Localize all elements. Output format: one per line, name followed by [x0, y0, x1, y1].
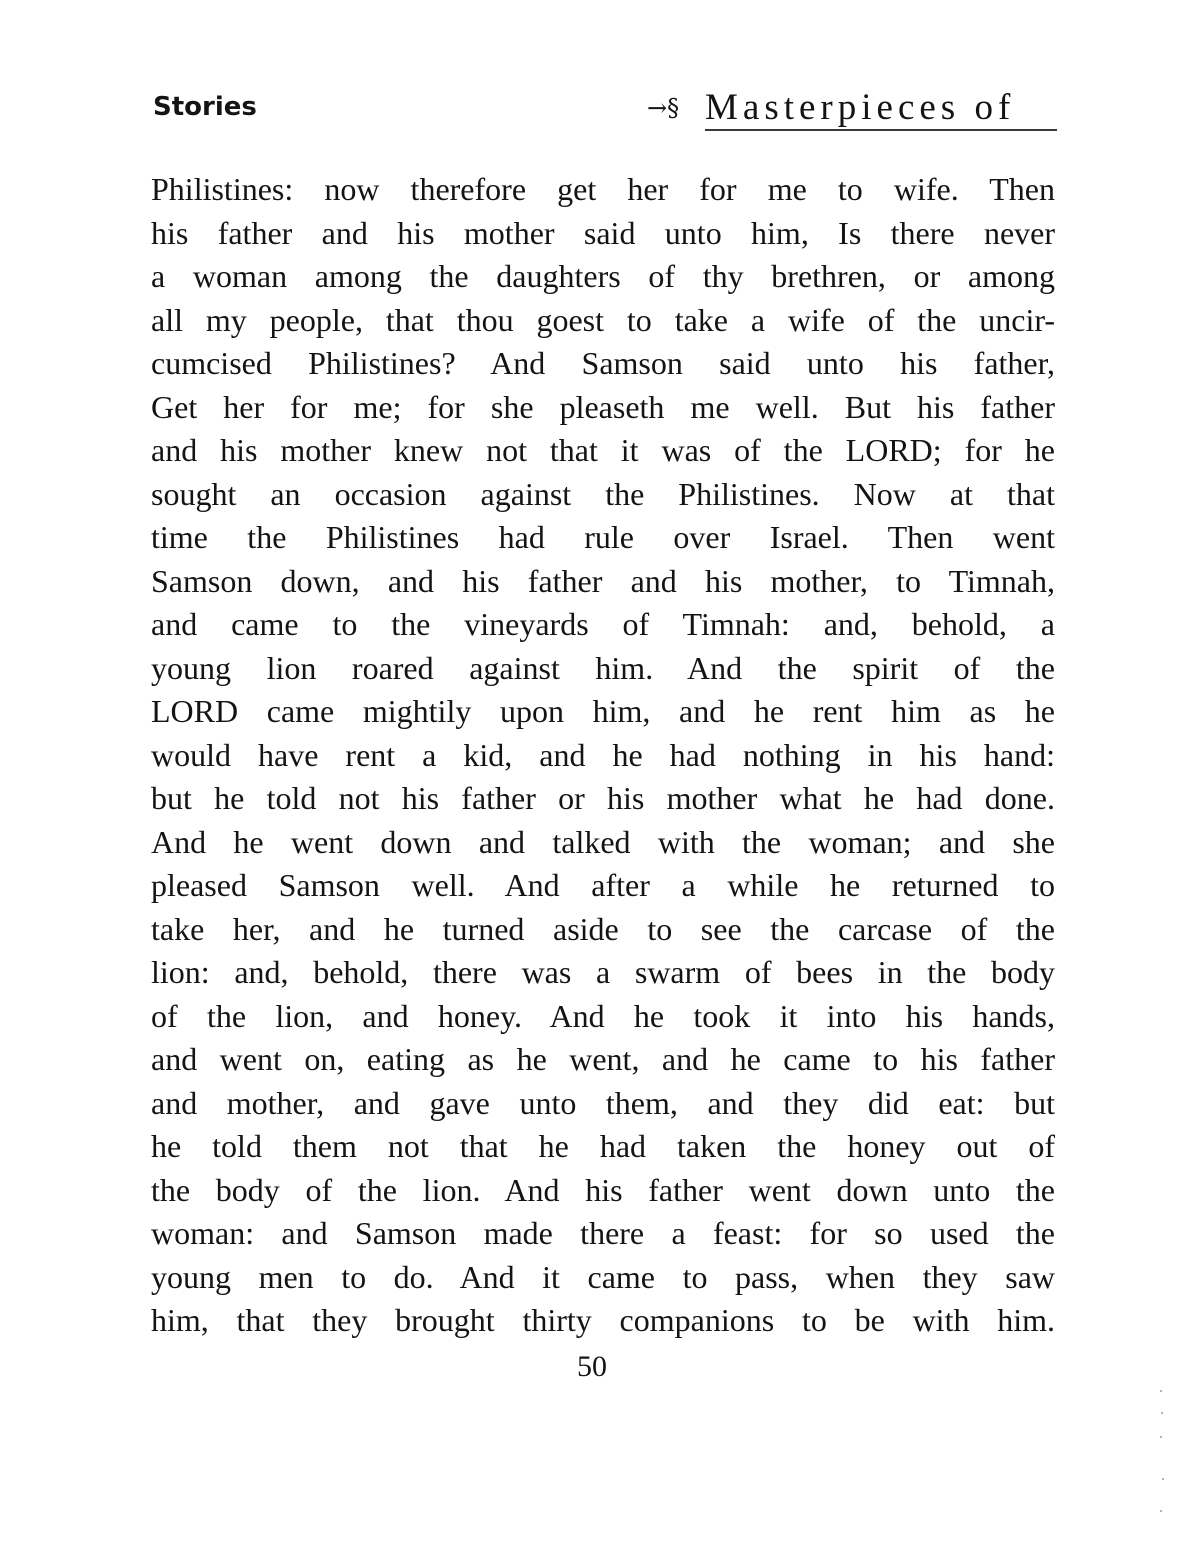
scan-speck	[1161, 1412, 1163, 1414]
page-number: 50	[577, 1350, 607, 1383]
ornament-icon: →§	[647, 94, 680, 122]
text-line: And he went down and talked with the woman; and she	[151, 823, 1055, 860]
text-line: Get her for me; for she pleaseth me well. But his father	[151, 388, 1055, 425]
text-line: of the lion, and honey. And he took it into his hands,	[151, 997, 1055, 1034]
header-rule	[705, 129, 1057, 131]
text-line: and mother, and gave unto them, and they did eat: but	[151, 1084, 1055, 1121]
text-line: Samson down, and his father and his mother, to Timnah,	[151, 562, 1055, 599]
text-line: the body of the lion. And his father went down unto the	[151, 1171, 1055, 1208]
text-line: woman: and Samson made there a feast: for so used the	[151, 1215, 1055, 1251]
text-line: young men to do. And it came to pass, when they saw	[151, 1258, 1055, 1295]
text-line: young lion roared against him. And the spirit of the	[151, 649, 1055, 686]
text-line: Philistines: now therefore get her for me to wife. Then	[151, 171, 1055, 207]
text-line: he told them not that he had taken the honey out of	[151, 1128, 1055, 1164]
body-text	[151, 168, 1055, 1343]
text-line: cumcised Philistines? And Samson said unto his father,	[151, 345, 1055, 381]
text-line: lion: and, behold, there was a swarm of bees in the body	[151, 954, 1055, 990]
text-line: all my people, that thou goest to take a wife of the uncir-	[151, 301, 1055, 338]
running-header	[647, 84, 1057, 134]
running-title: Masterpieces of	[705, 87, 1016, 128]
text-line: a woman among the daughters of thy brethren, or among	[151, 258, 1055, 294]
text-line: and his mother knew not that it was of the LORD; for he	[151, 432, 1055, 468]
text-line: and came to the vineyards of Timnah: and, behold, a	[151, 606, 1055, 642]
text-line: sought an occasion against the Philistines. Now at that	[151, 475, 1055, 512]
text-line: him, that they brought thirty companions to be with him.	[151, 1302, 1055, 1338]
text-line: but he told not his father or his mother what he had done.	[151, 780, 1055, 816]
text-line: and went on, eating as he went, and he came to his father	[151, 1041, 1055, 1077]
text-line: take her, and he turned aside to see the carcase of the	[151, 910, 1055, 947]
scan-speck	[1160, 1390, 1162, 1392]
text-line: would have rent a kid, and he had nothing in his hand:	[151, 736, 1055, 773]
scan-speck	[1160, 1510, 1162, 1512]
text-line: pleased Samson well. And after a while he returned to	[151, 867, 1055, 903]
text-line: his father and his mother said unto him, Is there never	[151, 214, 1055, 251]
scan-speck	[1160, 1436, 1162, 1438]
text-line: time the Philistines had rule over Israel. Then went	[151, 519, 1055, 555]
section-label: Stories	[153, 92, 257, 122]
text-line: LORD came mightily upon him, and he rent him as he	[151, 693, 1055, 729]
scan-speck	[1162, 1478, 1164, 1480]
